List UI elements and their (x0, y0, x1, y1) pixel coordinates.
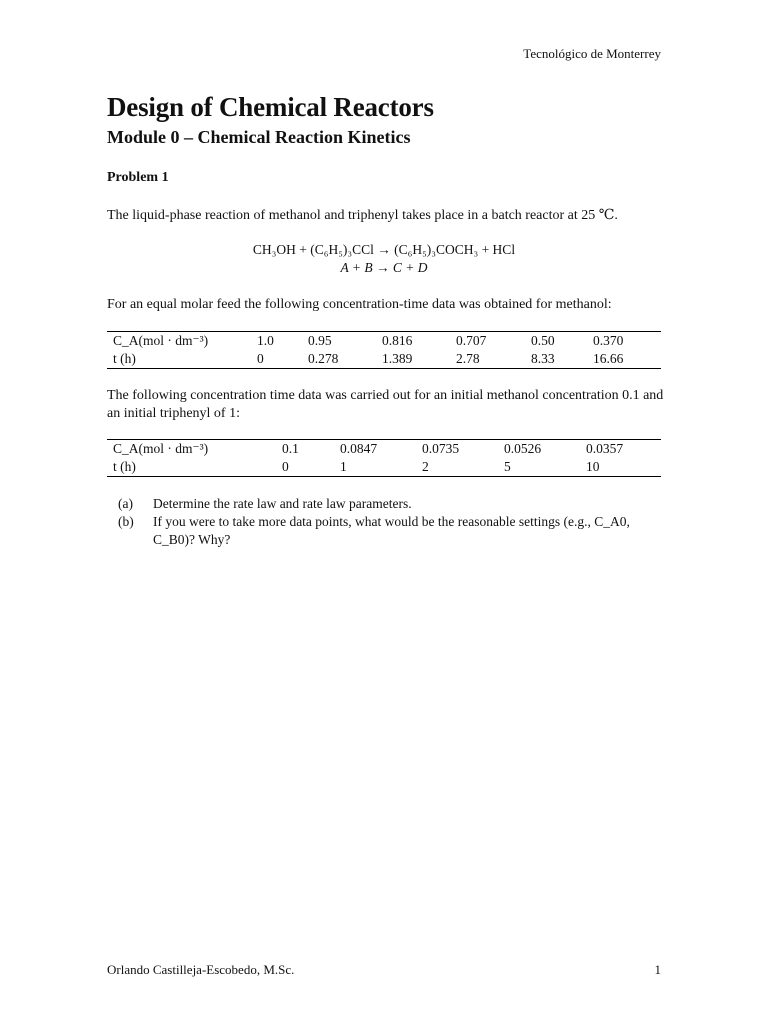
header-institution: Tecnológico de Monterrey (523, 46, 661, 61)
footer-page-number: 1 (654, 962, 661, 977)
table-cell: 1.389 (382, 351, 413, 366)
table-cell: 0.50 (531, 333, 555, 348)
list-item (107, 495, 673, 513)
table-cell: 0.370 (593, 333, 624, 348)
paragraph-1: For an equal molar feed the following concentration-time data was obtained for methanol: (107, 297, 612, 312)
row-label-concentration (107, 332, 257, 351)
row-label-concentration: C_A(mol · dm⁻³) (113, 441, 209, 456)
table-cell: 0.0357 (586, 441, 624, 456)
table-cell: 0.0526 (504, 441, 542, 456)
table-cell: 1 (340, 459, 347, 474)
table-row (107, 350, 661, 369)
data-table-1 (107, 331, 661, 369)
list-item (107, 513, 673, 549)
table-cell: 2.78 (456, 351, 480, 366)
table-row (107, 440, 661, 459)
equation-chemical: CH₃OH + (C₆H₅)₃CCl → (C₆H₅)₃COCH₃ + HCl (252, 242, 516, 257)
row-label-time: t (h) (113, 459, 136, 474)
table-cell: 16.66 (593, 351, 624, 366)
table-cell: 0.707 (456, 333, 487, 348)
table-cell: 5 (504, 459, 511, 474)
equation-line-1 (107, 242, 661, 258)
equation-symbolic: A + B → C + D (340, 260, 428, 275)
question-list (107, 495, 673, 549)
equation-line-2 (107, 260, 661, 276)
list-item-text: If you were to take more data points, what would be the reasonable settings (e.g., C_A0, C_B0)? Why? (153, 514, 630, 547)
intro-paragraph: The liquid-phase reaction of methanol and triphenyl takes place in a batch reactor at 25 ℃. (107, 208, 618, 223)
table-row (107, 458, 661, 477)
list-item-number: (a) (118, 496, 133, 511)
paragraph-2: The following concentration time data was carried out for an initial methanol concentration 0.1 and an initial triphenyl of 1: (107, 388, 664, 421)
table-cell: 0.0847 (340, 441, 378, 456)
table-cell: 0.278 (308, 351, 339, 366)
table-cell: 0 (257, 351, 264, 366)
table-cell: 0.816 (382, 333, 413, 348)
table-cell: 0.0735 (422, 441, 460, 456)
footer-author: Orlando Castilleja-Escobedo, M.Sc. (107, 962, 295, 977)
list-item-number: (b) (118, 514, 134, 529)
problem-heading: Problem 1 (107, 170, 169, 185)
row-label-time: t (h) (113, 351, 136, 366)
list-item-text: Determine the rate law and rate law parameters. (153, 496, 412, 511)
table-cell: 0.1 (282, 441, 299, 456)
table-cell: 10 (586, 459, 600, 474)
table-row (107, 332, 661, 351)
document-subtitle: Module 0 – Chemical Reaction Kinetics (107, 127, 411, 147)
table-cell: 8.33 (531, 351, 555, 366)
label-text: C_A(mol · dm⁻³) (113, 333, 209, 348)
table-cell: 0 (282, 459, 289, 474)
table-cell: 1.0 (257, 333, 274, 348)
table-cell: 0.95 (308, 333, 332, 348)
document-title: Design of Chemical Reactors (107, 92, 434, 122)
data-table-2 (107, 439, 661, 477)
table-cell: 2 (422, 459, 429, 474)
